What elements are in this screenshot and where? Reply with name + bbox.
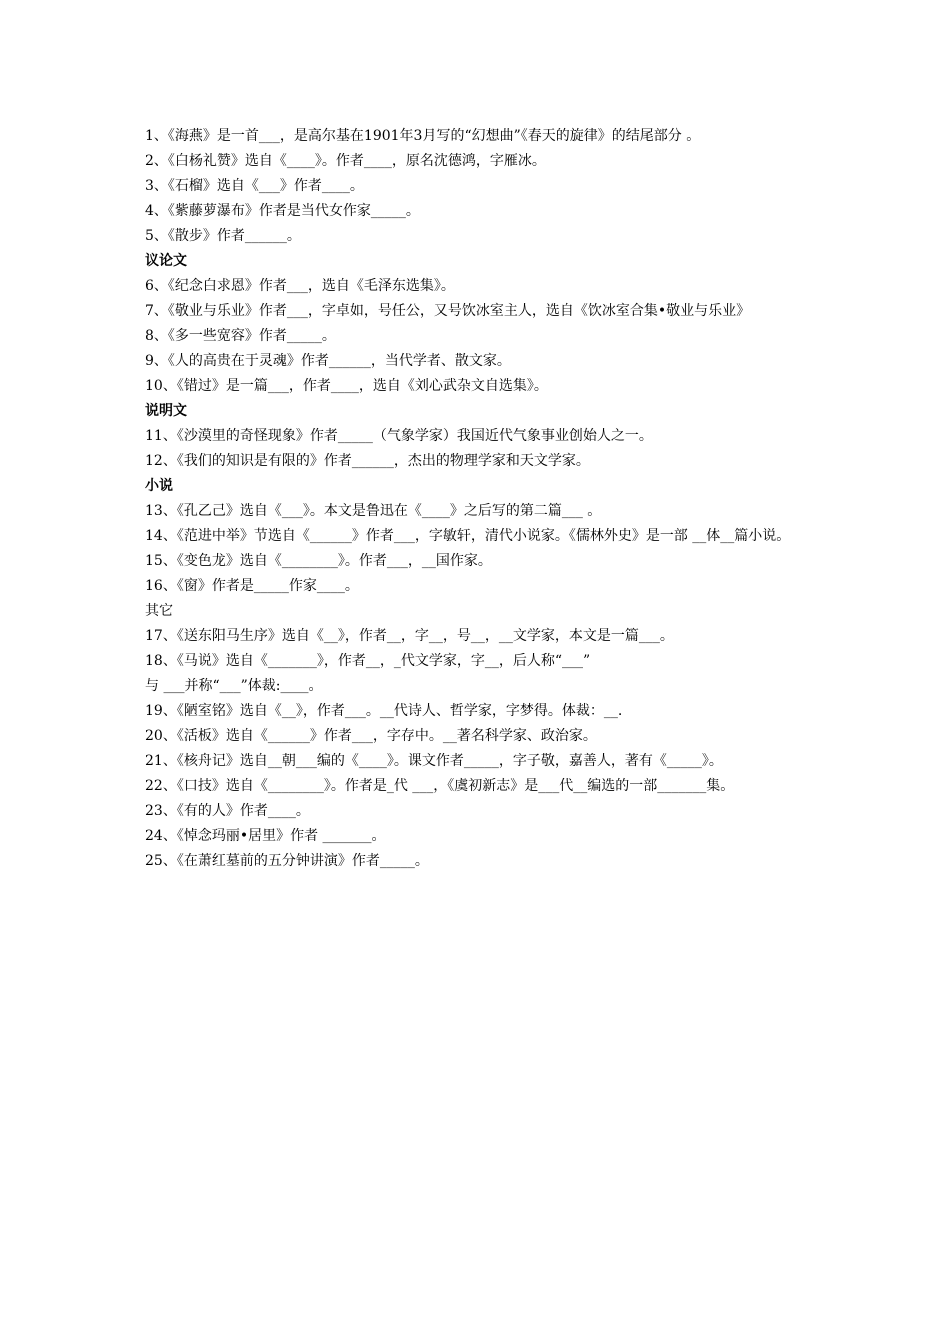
question-13: 13、《孔乙己》选自《___》。本文是鲁迅在《____》之后写的第二篇___ 。: [145, 503, 602, 519]
question-7: 7、《敬业与乐业》作者___，字卓如，号任公，又号饮冰室主人，选自《饮冰室合集•敬业与乐业》: [145, 303, 751, 319]
question-4: 4、《紫藤萝瀑布》作者是当代女作家_____。: [145, 203, 420, 219]
question-1: 1、《海燕》是一首___，是高尔基在1901年3月写的“幻想曲”《春天的旋律》的结尾部分 。: [145, 128, 701, 144]
question-21: 21、《核舟记》选自__朝___编的《____》。课文作者_____，字子敬，嘉善人，著有《_____》。: [145, 753, 723, 769]
question-19: 19、《陋室铭》选自《__》，作者___。__代诗人、哲学家，字梦得。体裁：__.: [145, 703, 623, 719]
question-18-part-2: 与 ___并称“___”体裁:____。: [145, 678, 323, 694]
question-15: 15、《变色龙》选自《________》。作者___，__国作家。: [145, 553, 492, 569]
question-9: 9、《人的高贵在于灵魂》作者______，当代学者、散文家。: [145, 353, 511, 369]
question-3: 3、《石榴》选自《___》作者____。: [145, 178, 364, 194]
question-10: 10、《错过》是一篇___，作者____，选自《刘心武杂文自选集》。: [145, 378, 548, 394]
question-22: 22、《口技》选自《________》。作者是_代 ___，《虞初新志》是___代__编选的一部_______集。: [145, 778, 735, 794]
question-18-part-1: 18、《马说》选自《_______》，作者__，_代文学家，字__，后人称“___”: [145, 653, 591, 669]
question-16: 16、《窗》作者是_____作家____。: [145, 578, 359, 594]
question-14: 14、《范进中举》节选自《______》作者___，字敏轩，清代小说家。《儒林外史》是一部 __体__篇小说。: [145, 528, 791, 544]
section-heading-other: 其它: [145, 603, 173, 619]
section-heading-expository: 说明文: [145, 403, 187, 419]
question-2: 2、《白杨礼赞》选自《____》。作者____，原名沈德鸿，字雁冰。: [145, 153, 546, 169]
question-20: 20、《活板》选自《______》作者___，字存中。__著名科学家、政治家。: [145, 728, 597, 744]
question-5: 5、《散步》作者______。: [145, 228, 301, 244]
document-body: [145, 124, 835, 874]
question-12: 12、《我们的知识是有限的》作者______，杰出的物理学家和天文学家。: [145, 453, 590, 469]
question-17: 17、《送东阳马生序》选自《__》，作者__，字__，号__，__文学家，本文是一篇___。: [145, 628, 674, 644]
section-heading-argumentative: 议论文: [145, 253, 187, 269]
section-heading-fiction: 小说: [145, 478, 173, 494]
question-11: 11、《沙漠里的奇怪现象》作者_____（气象学家）我国近代气象事业创始人之一。: [145, 428, 653, 444]
question-25: 25、《在萧红墓前的五分钟讲演》作者_____。: [145, 853, 429, 869]
question-23: 23、《有的人》作者____。: [145, 803, 310, 819]
question-6: 6、《纪念白求恩》作者___，选自《毛泽东选集》。: [145, 278, 455, 294]
question-24: 24、《悼念玛丽•居里》作者 _______。: [145, 828, 386, 844]
question-8: 8、《多一些宽容》作者_____。: [145, 328, 336, 344]
